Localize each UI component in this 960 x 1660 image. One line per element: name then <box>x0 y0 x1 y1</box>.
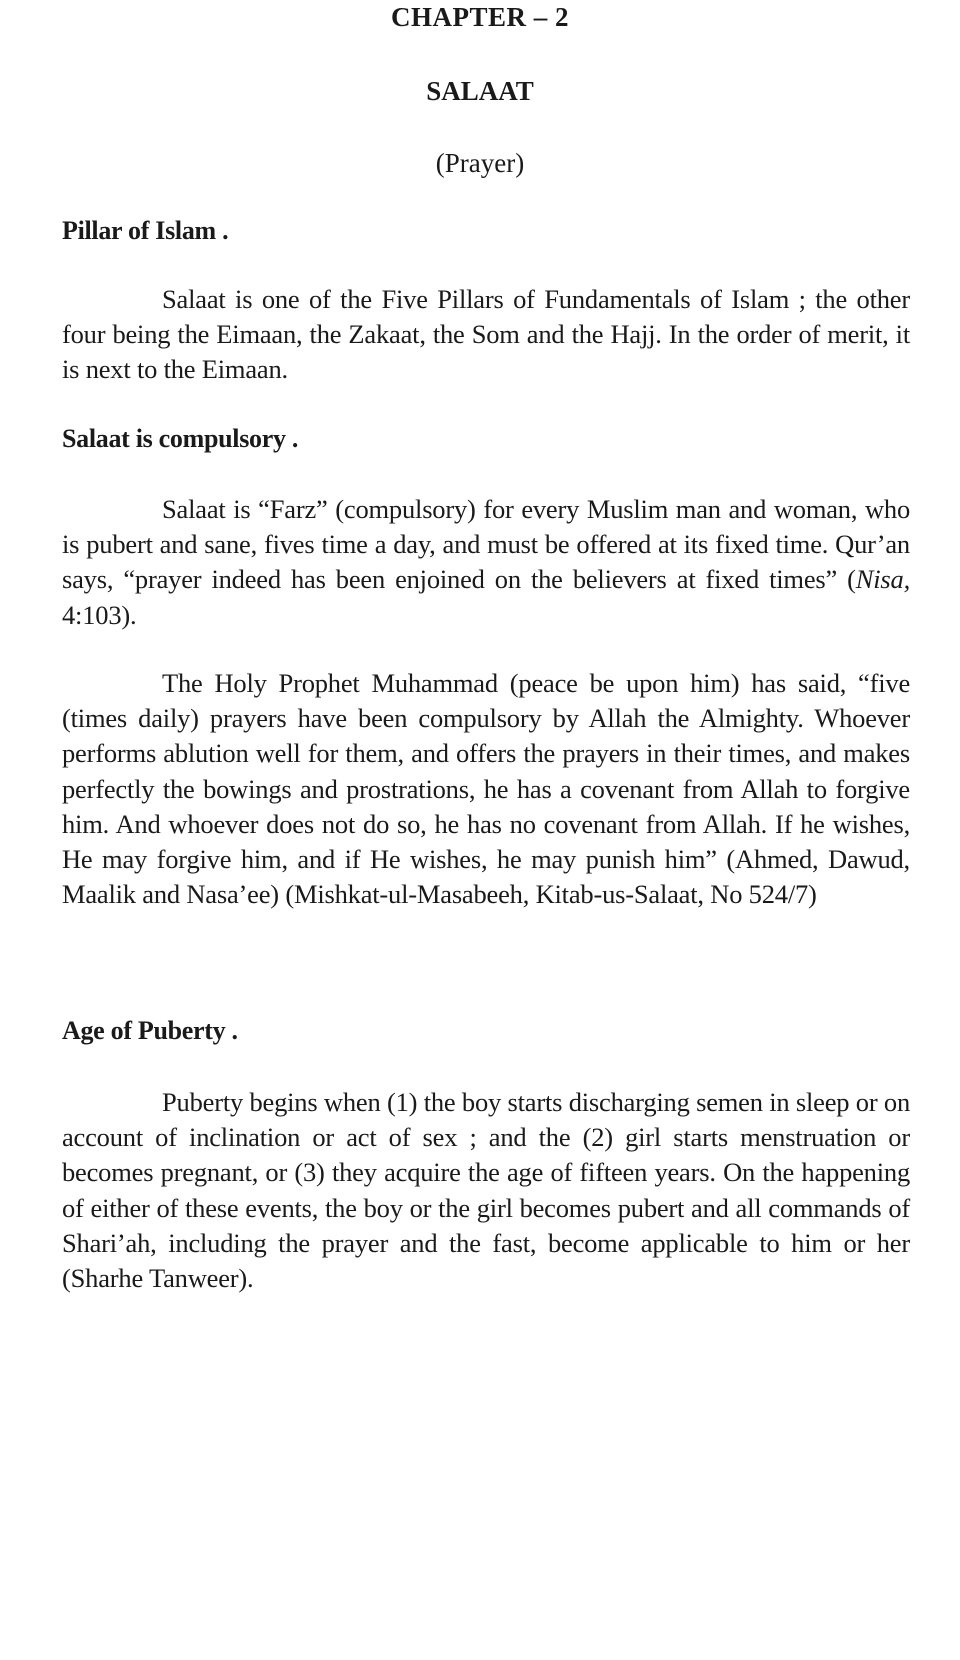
citation-surah: Nisa, <box>855 564 910 595</box>
section-pillar-of-islam-body <box>62 282 910 388</box>
section-heading: Pillar of Islam . <box>62 216 229 245</box>
paragraph: Salaat is one of the Five Pillars of Fundamentals of Islam ; the other four being the Eimaan, the Zakaat, the Som and the Hajj. In the order of merit, it is next to the Eimaan. <box>62 284 910 385</box>
section-pillar-of-islam <box>62 216 910 246</box>
chapter-title: SALAAT <box>426 76 534 106</box>
paragraph <box>62 492 910 633</box>
section-hadith-body <box>62 666 910 912</box>
citation-verse: 4:103). <box>62 599 137 630</box>
section-salaat-is-compulsory <box>62 424 910 454</box>
chapter-subtitle: (Prayer) <box>435 148 525 178</box>
section-age-of-puberty <box>62 1016 910 1046</box>
section-salaat-is-compulsory-body <box>62 492 910 633</box>
section-age-of-puberty-body <box>62 1085 910 1296</box>
paragraph: The Holy Prophet Muhammad (peace be upon him) has said, “five (times daily) prayers have been compulsory by Allah the Almighty. Whoever performs ablution well for them, and offers the prayers in their times, and makes perfectly the bowings and prostrations, he has a covenant from Allah to forgive him. And whoever does not do so, he has no covenant from Allah. If he wishes, He may forgive him, and if He wishes, he may punish him” (Ahmed, Dawud, Maalik and Nasa’ee) (Mishkat-ul-Masabeeh, Kitab-us-Salaat, No 524/7) <box>62 668 910 910</box>
section-heading: Age of Puberty . <box>62 1016 238 1045</box>
paragraph: Puberty begins when (1) the boy starts discharging semen in sleep or on account of inclination or act of sex ; and the (2) girl starts menstruation or becomes pregnant, or (3) they acquire the age of fifteen years. On the happening of either of these events, the boy or the girl becomes pubert and all commands of Shari’ah, including the prayer and the fast, become applicable to him or her (Sharhe Tanweer). <box>62 1087 910 1294</box>
chapter-heading: CHAPTER – 2 <box>390 2 569 32</box>
paragraph-text: Salaat is “Farz” (compulsory) for every Muslim man and woman, who is pubert and sane, fives time a day, and must be offered at its fixed time. Qur’an says, “prayer indeed has been enjoined on the believers at fixed times” ( <box>62 494 910 595</box>
section-heading: Salaat is compulsory . <box>62 424 299 453</box>
